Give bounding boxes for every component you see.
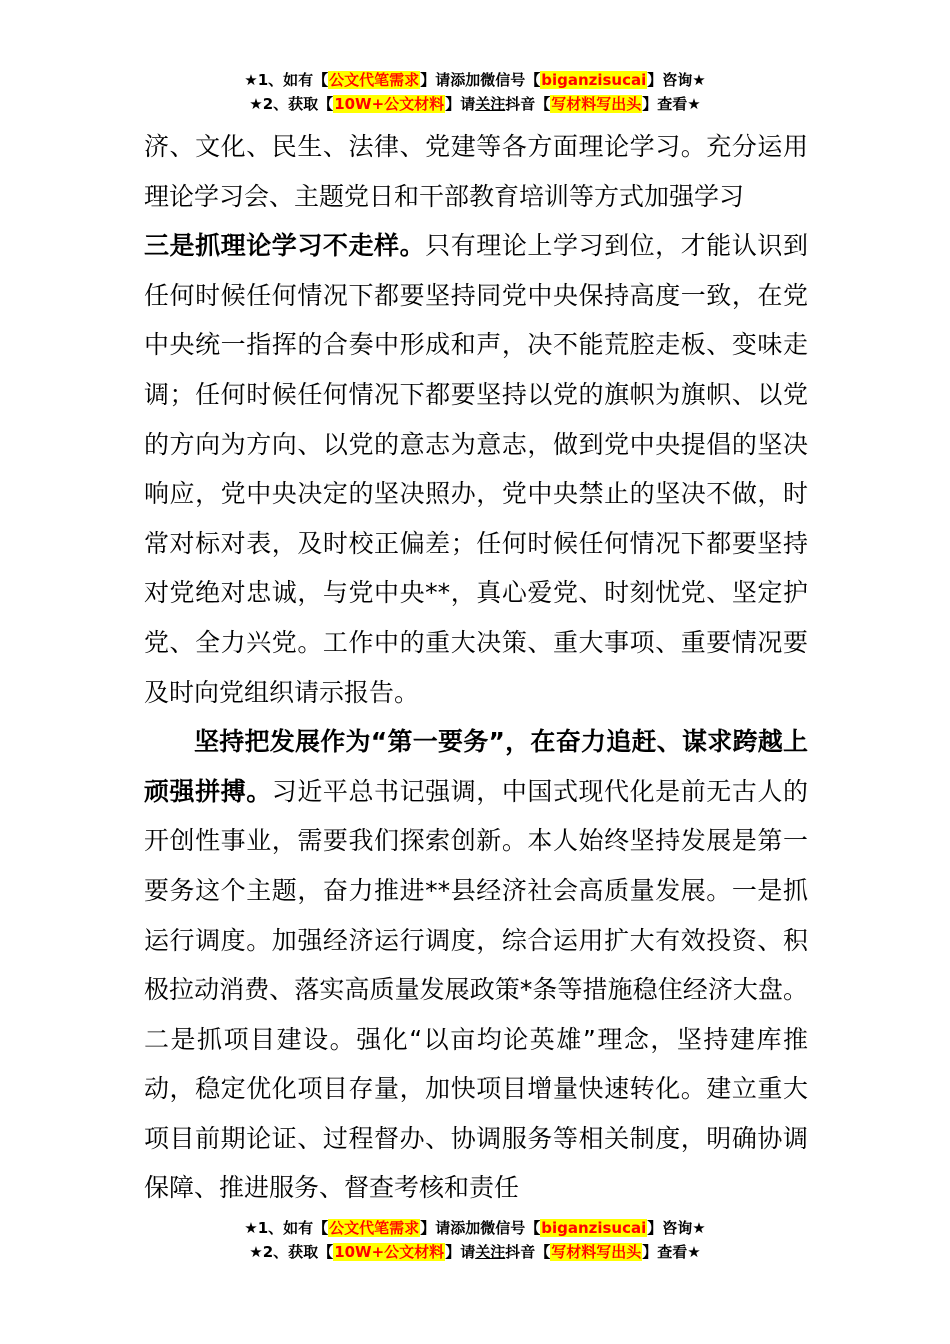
header-banner-line-1: ★1、如有【公文代笔需求】请添加微信号【biganzisucai】咨询★: [244, 71, 706, 89]
header-banner-line-2: ★2、获取【10W+公文材料】请关注抖音【写材料写出头】查看★: [249, 95, 701, 113]
paragraph-3-heading: 坚持把发展作为“第一要务”，在奋力追赶、谋求跨越上顽强拼搏。: [144, 727, 808, 806]
footer-banner: [0, 1216, 950, 1264]
paragraph-2-heading: 三是抓理论学习不走样。: [144, 231, 426, 261]
paragraph-3-text: 习近平总书记强调，中国式现代化是前无古人的开创性事业，需要我们探索创新。本人始终坚持发展是第一要务这个主题，奋力推进**县经济社会高质量发展。一是抓运行调度。加强经济运行调度，综合运用扩大有效投资、积极拉动消费、落实高质量发展政策*条等措施稳住经济大盘。二是抓项目建设。强化“以亩均论英雄”理念，坚持建库推动，稳定优化项目存量，加快项目增量快速转化。建立重大项目前期论证、过程督办、协调服务等相关制度，明确协调保障、推进服务、督查考核和责任: [144, 776, 808, 1203]
footer-highlight-douyin-account: 写材料写出头: [551, 1243, 642, 1261]
document-body: [144, 122, 808, 1213]
header-highlight-wechat-id: biganzisucai: [541, 71, 647, 89]
footer-banner-line-1: ★1、如有【公文代笔需求】请添加微信号【biganzisucai】咨询★: [244, 1219, 706, 1237]
header-highlight-materials: 10W+公文材料: [334, 95, 445, 113]
paragraph-2: [144, 221, 808, 717]
footer-highlight-materials: 10W+公文材料: [334, 1243, 445, 1261]
footer-highlight-wechat-id: biganzisucai: [541, 1219, 647, 1237]
header-highlight-service: 公文代笔需求: [329, 71, 420, 89]
footer-underline-follow: 关注: [475, 1243, 506, 1261]
paragraph-2-text: 只有理论上学习到位，才能认识到任何时候任何情况下都要坚持同党中央保持高度一致，在党中央统一指挥的合奏中形成和声，决不能荒腔走板、变味走调；任何时候任何情况下都要坚持以党的旗帜为旗帜、以党的方向为方向、以党的意志为意志，做到党中央提倡的坚决响应，党中央决定的坚决照办，党中央禁止的坚决不做，时常对标对表，及时校正偏差；任何时候任何情况下都要坚持对党绝对忠诚，与党中央**，真心爱党、时刻忧党、坚定护党、全力兴党。工作中的重大决策、重大事项、重要情况要及时向党组织请示报告。: [144, 231, 808, 707]
paragraph-3: [144, 717, 808, 1213]
header-highlight-douyin-account: 写材料写出头: [551, 95, 642, 113]
header-banner: [0, 68, 950, 116]
footer-banner-line-2: ★2、获取【10W+公文材料】请关注抖音【写材料写出头】查看★: [249, 1243, 701, 1261]
header-underline-follow: 关注: [475, 95, 506, 113]
footer-highlight-service: 公文代笔需求: [329, 1219, 420, 1237]
paragraph-1: 济、文化、民生、法律、党建等各方面理论学习。充分运用理论学习会、主题党日和干部教育培训等方式加强学习: [144, 132, 808, 211]
